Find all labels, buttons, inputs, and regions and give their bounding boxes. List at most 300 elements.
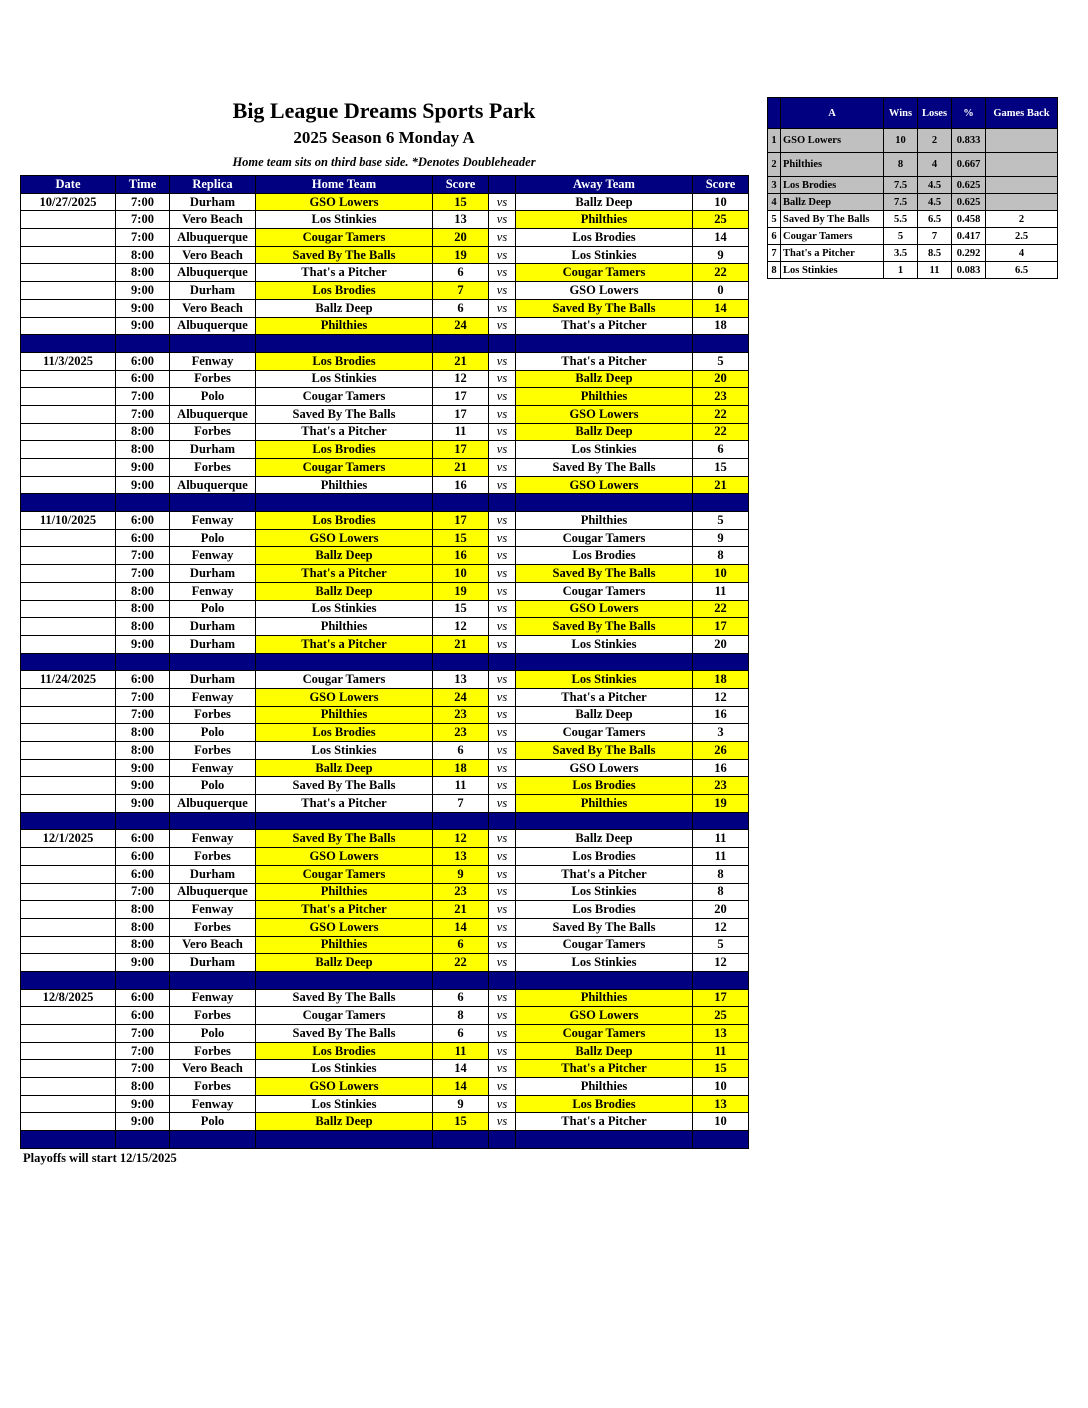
away-team: That's a Pitcher	[516, 1060, 693, 1078]
home-team: Philthies	[256, 706, 433, 724]
home-score: 13	[433, 671, 489, 689]
separator-cell	[21, 494, 116, 512]
away-team: GSO Lowers	[516, 600, 693, 618]
vs-label: vs	[489, 830, 516, 848]
game-time: 6:00	[116, 848, 170, 866]
game-date	[21, 370, 116, 388]
vs-label: vs	[489, 193, 516, 211]
game-date	[21, 795, 116, 813]
home-score: 21	[433, 459, 489, 477]
home-score: 21	[433, 635, 489, 653]
home-team: That's a Pitcher	[256, 795, 433, 813]
away-team: Philthies	[516, 211, 693, 229]
standings-games-back: 6.5	[986, 262, 1058, 279]
standings-wins: 7.5	[884, 194, 918, 211]
vs-label: vs	[489, 1060, 516, 1078]
away-team: Philthies	[516, 388, 693, 406]
away-team: Los Stinkies	[516, 441, 693, 459]
home-team: Ballz Deep	[256, 547, 433, 565]
game-replica: Fenway	[170, 1095, 256, 1113]
schedule-body	[21, 193, 749, 1148]
game-replica: Forbes	[170, 423, 256, 441]
vs-label: vs	[489, 1095, 516, 1113]
game-replica: Polo	[170, 388, 256, 406]
home-score: 7	[433, 282, 489, 300]
home-score: 14	[433, 918, 489, 936]
vs-label: vs	[489, 795, 516, 813]
home-score: 23	[433, 724, 489, 742]
vs-label: vs	[489, 724, 516, 742]
home-score: 11	[433, 1042, 489, 1060]
separator-cell	[170, 812, 256, 830]
home-team: That's a Pitcher	[256, 901, 433, 919]
separator-cell	[693, 494, 749, 512]
game-row	[21, 211, 749, 229]
game-time: 6:00	[116, 989, 170, 1007]
vs-label: vs	[489, 317, 516, 335]
home-team: Los Stinkies	[256, 742, 433, 760]
away-team: Saved By The Balls	[516, 742, 693, 760]
vs-label: vs	[489, 299, 516, 317]
away-score: 8	[693, 883, 749, 901]
game-replica: Vero Beach	[170, 936, 256, 954]
game-date	[21, 1042, 116, 1060]
separator-cell	[693, 971, 749, 989]
home-team: Los Brodies	[256, 282, 433, 300]
game-row	[21, 1095, 749, 1113]
away-score: 20	[693, 370, 749, 388]
home-team: GSO Lowers	[256, 918, 433, 936]
game-time: 9:00	[116, 635, 170, 653]
game-time: 7:00	[116, 1025, 170, 1043]
standings-team: Los Stinkies	[781, 262, 884, 279]
game-date	[21, 565, 116, 583]
vs-label: vs	[489, 547, 516, 565]
vs-label: vs	[489, 476, 516, 494]
standings-rank: 4	[768, 194, 781, 211]
standings-team: GSO Lowers	[781, 129, 884, 153]
game-time: 6:00	[116, 1007, 170, 1025]
vs-label: vs	[489, 918, 516, 936]
game-time: 7:00	[116, 1042, 170, 1060]
vs-label: vs	[489, 264, 516, 282]
away-team: Los Brodies	[516, 777, 693, 795]
home-team: Saved By The Balls	[256, 405, 433, 423]
away-score: 18	[693, 671, 749, 689]
away-team: GSO Lowers	[516, 282, 693, 300]
page-title: Big League Dreams Sports Park	[232, 98, 536, 123]
away-team: Los Stinkies	[516, 883, 693, 901]
game-time: 9:00	[116, 777, 170, 795]
standings-games-back: 2.5	[986, 228, 1058, 245]
game-replica: Fenway	[170, 352, 256, 370]
home-score: 23	[433, 706, 489, 724]
home-score: 9	[433, 865, 489, 883]
separator-cell	[21, 1131, 116, 1149]
home-team: Los Stinkies	[256, 1060, 433, 1078]
standings-loses: 8.5	[918, 245, 952, 262]
game-date	[21, 742, 116, 760]
separator-cell	[516, 1131, 693, 1149]
away-team: Ballz Deep	[516, 1042, 693, 1060]
standings-wins: 7.5	[884, 177, 918, 194]
away-score: 11	[693, 582, 749, 600]
home-score: 6	[433, 989, 489, 1007]
home-score: 12	[433, 618, 489, 636]
away-score: 13	[693, 1095, 749, 1113]
home-team: That's a Pitcher	[256, 423, 433, 441]
game-time: 9:00	[116, 476, 170, 494]
standings-pct: 0.625	[952, 194, 986, 211]
home-score: 8	[433, 1007, 489, 1025]
game-time: 9:00	[116, 1113, 170, 1131]
home-score: 6	[433, 299, 489, 317]
game-replica: Vero Beach	[170, 246, 256, 264]
separator-cell	[433, 812, 489, 830]
game-row	[21, 635, 749, 653]
game-date	[21, 1007, 116, 1025]
game-row	[21, 388, 749, 406]
home-score: 6	[433, 936, 489, 954]
game-replica: Vero Beach	[170, 1060, 256, 1078]
home-team: Los Stinkies	[256, 211, 433, 229]
game-replica: Durham	[170, 193, 256, 211]
game-row	[21, 1025, 749, 1043]
home-score: 6	[433, 1025, 489, 1043]
game-time: 8:00	[116, 1078, 170, 1096]
away-team: Los Stinkies	[516, 246, 693, 264]
away-team: GSO Lowers	[516, 1007, 693, 1025]
game-time: 6:00	[116, 671, 170, 689]
game-time: 6:00	[116, 370, 170, 388]
standings-wins: 8	[884, 153, 918, 177]
home-team-note: Home team sits on third base side. *Denotes Doubleheader	[232, 155, 536, 169]
game-date	[21, 264, 116, 282]
game-time: 9:00	[116, 299, 170, 317]
game-date	[21, 635, 116, 653]
separator-cell	[489, 335, 516, 353]
away-score: 19	[693, 795, 749, 813]
col-time: Time	[116, 176, 170, 194]
away-team: Ballz Deep	[516, 706, 693, 724]
game-time: 8:00	[116, 918, 170, 936]
col-replica: Replica	[170, 176, 256, 194]
vs-label: vs	[489, 618, 516, 636]
away-score: 20	[693, 901, 749, 919]
game-time: 7:00	[116, 565, 170, 583]
away-team: GSO Lowers	[516, 476, 693, 494]
standings-row	[768, 228, 1058, 245]
game-date	[21, 529, 116, 547]
separator-cell	[21, 335, 116, 353]
game-row	[21, 865, 749, 883]
game-row	[21, 229, 749, 247]
separator-cell	[489, 971, 516, 989]
game-date: 10/27/2025	[21, 193, 116, 211]
game-time: 9:00	[116, 954, 170, 972]
game-date	[21, 936, 116, 954]
separator-cell	[516, 971, 693, 989]
separator-cell	[693, 812, 749, 830]
vs-label: vs	[489, 1025, 516, 1043]
game-row	[21, 671, 749, 689]
game-row	[21, 459, 749, 477]
standings-pct: 0.292	[952, 245, 986, 262]
game-date	[21, 777, 116, 795]
game-date	[21, 848, 116, 866]
home-team: Los Brodies	[256, 1042, 433, 1060]
game-date: 11/10/2025	[21, 512, 116, 530]
game-time: 8:00	[116, 724, 170, 742]
home-team: GSO Lowers	[256, 193, 433, 211]
vs-label: vs	[489, 901, 516, 919]
standings-pct-col: %	[952, 98, 986, 129]
away-team: Ballz Deep	[516, 830, 693, 848]
home-team: Cougar Tamers	[256, 459, 433, 477]
away-team: Philthies	[516, 512, 693, 530]
vs-label: vs	[489, 229, 516, 247]
standings-pct: 0.417	[952, 228, 986, 245]
col-date: Date	[21, 176, 116, 194]
standings-loses: 7	[918, 228, 952, 245]
game-replica: Albuquerque	[170, 883, 256, 901]
separator-cell	[693, 1131, 749, 1149]
away-score: 21	[693, 476, 749, 494]
home-score: 7	[433, 795, 489, 813]
game-replica: Fenway	[170, 688, 256, 706]
home-score: 12	[433, 830, 489, 848]
vs-label: vs	[489, 423, 516, 441]
vs-label: vs	[489, 759, 516, 777]
standings-body	[768, 129, 1058, 279]
standings-row	[768, 177, 1058, 194]
game-time: 7:00	[116, 547, 170, 565]
game-replica: Forbes	[170, 706, 256, 724]
game-row	[21, 565, 749, 583]
home-team: Los Stinkies	[256, 1095, 433, 1113]
separator-cell	[170, 653, 256, 671]
standings-division-col: A	[781, 98, 884, 129]
home-team: Cougar Tamers	[256, 671, 433, 689]
standings-wins-col: Wins	[884, 98, 918, 129]
home-score: 24	[433, 688, 489, 706]
standings-wins: 5.5	[884, 211, 918, 228]
away-team: Los Stinkies	[516, 671, 693, 689]
standings-loses: 2	[918, 129, 952, 153]
away-score: 12	[693, 918, 749, 936]
standings-rank: 1	[768, 129, 781, 153]
away-team: Los Stinkies	[516, 954, 693, 972]
vs-label: vs	[489, 1078, 516, 1096]
vs-label: vs	[489, 582, 516, 600]
away-team: That's a Pitcher	[516, 317, 693, 335]
home-team: Saved By The Balls	[256, 989, 433, 1007]
away-score: 5	[693, 512, 749, 530]
vs-label: vs	[489, 405, 516, 423]
game-row	[21, 883, 749, 901]
home-score: 16	[433, 476, 489, 494]
home-score: 9	[433, 1095, 489, 1113]
game-row	[21, 282, 749, 300]
standings-games-back	[986, 177, 1058, 194]
separator-cell	[256, 971, 433, 989]
away-team: Los Brodies	[516, 901, 693, 919]
standings-pct: 0.083	[952, 262, 986, 279]
standings-loses: 6.5	[918, 211, 952, 228]
game-row	[21, 193, 749, 211]
vs-label: vs	[489, 635, 516, 653]
standings-loses: 4.5	[918, 194, 952, 211]
vs-label: vs	[489, 211, 516, 229]
vs-label: vs	[489, 441, 516, 459]
away-score: 18	[693, 317, 749, 335]
away-team: Saved By The Balls	[516, 918, 693, 936]
standings-loses-col: Loses	[918, 98, 952, 129]
game-row	[21, 246, 749, 264]
game-replica: Forbes	[170, 1042, 256, 1060]
home-team: Philthies	[256, 476, 433, 494]
game-time: 6:00	[116, 865, 170, 883]
standings-rank: 8	[768, 262, 781, 279]
standings-wins: 5	[884, 228, 918, 245]
standings-wins: 1	[884, 262, 918, 279]
game-date	[21, 423, 116, 441]
game-time: 8:00	[116, 582, 170, 600]
home-score: 17	[433, 441, 489, 459]
game-row	[21, 777, 749, 795]
away-team: Cougar Tamers	[516, 936, 693, 954]
game-date	[21, 954, 116, 972]
home-team: Saved By The Balls	[256, 246, 433, 264]
game-date	[21, 618, 116, 636]
home-score: 22	[433, 954, 489, 972]
game-row	[21, 918, 749, 936]
game-time: 6:00	[116, 529, 170, 547]
game-row	[21, 1007, 749, 1025]
separator-cell	[116, 812, 170, 830]
standings-rank-col	[768, 98, 781, 129]
away-score: 16	[693, 759, 749, 777]
vs-label: vs	[489, 529, 516, 547]
standings-rank: 2	[768, 153, 781, 177]
away-score: 20	[693, 635, 749, 653]
separator-cell	[433, 971, 489, 989]
game-replica: Durham	[170, 441, 256, 459]
away-score: 23	[693, 777, 749, 795]
playoffs-note: Playoffs will start 12/15/2025	[23, 1151, 177, 1165]
home-team: GSO Lowers	[256, 848, 433, 866]
week-separator	[21, 494, 749, 512]
vs-label: vs	[489, 936, 516, 954]
game-row	[21, 1060, 749, 1078]
game-row	[21, 352, 749, 370]
home-team: GSO Lowers	[256, 688, 433, 706]
game-replica: Durham	[170, 565, 256, 583]
game-date	[21, 317, 116, 335]
home-team: Ballz Deep	[256, 582, 433, 600]
col-vs	[489, 176, 516, 194]
away-team: Philthies	[516, 795, 693, 813]
away-score: 12	[693, 954, 749, 972]
away-score: 23	[693, 388, 749, 406]
week-separator	[21, 335, 749, 353]
game-date	[21, 459, 116, 477]
game-replica: Forbes	[170, 742, 256, 760]
separator-cell	[256, 494, 433, 512]
game-date	[21, 901, 116, 919]
standings-team: Los Brodies	[781, 177, 884, 194]
separator-cell	[433, 653, 489, 671]
game-row	[21, 706, 749, 724]
game-replica: Vero Beach	[170, 211, 256, 229]
game-row	[21, 264, 749, 282]
game-replica: Fenway	[170, 830, 256, 848]
standings-games-back: 2	[986, 211, 1058, 228]
standings-row	[768, 262, 1058, 279]
separator-cell	[433, 494, 489, 512]
separator-cell	[516, 653, 693, 671]
week-separator	[21, 971, 749, 989]
separator-cell	[116, 1131, 170, 1149]
game-date	[21, 1060, 116, 1078]
standings-games-back	[986, 129, 1058, 153]
away-team: Cougar Tamers	[516, 582, 693, 600]
standings-games-back	[986, 153, 1058, 177]
vs-label: vs	[489, 883, 516, 901]
vs-label: vs	[489, 352, 516, 370]
separator-cell	[516, 494, 693, 512]
game-date: 12/1/2025	[21, 830, 116, 848]
game-row	[21, 299, 749, 317]
home-team: Los Stinkies	[256, 370, 433, 388]
game-date	[21, 405, 116, 423]
vs-label: vs	[489, 848, 516, 866]
game-replica: Polo	[170, 1025, 256, 1043]
away-score: 3	[693, 724, 749, 742]
game-date	[21, 883, 116, 901]
game-time: 7:00	[116, 706, 170, 724]
game-row	[21, 317, 749, 335]
away-team: Saved By The Balls	[516, 299, 693, 317]
game-row	[21, 441, 749, 459]
game-replica: Forbes	[170, 1007, 256, 1025]
home-score: 12	[433, 370, 489, 388]
away-team: Los Stinkies	[516, 635, 693, 653]
standings-loses: 11	[918, 262, 952, 279]
away-team: That's a Pitcher	[516, 865, 693, 883]
home-score: 6	[433, 264, 489, 282]
game-date	[21, 759, 116, 777]
home-team: Los Stinkies	[256, 600, 433, 618]
home-team: Saved By The Balls	[256, 830, 433, 848]
home-team: Philthies	[256, 936, 433, 954]
standings-gb-col: Games Back	[986, 98, 1058, 129]
separator-cell	[116, 653, 170, 671]
away-team: Ballz Deep	[516, 370, 693, 388]
game-row	[21, 848, 749, 866]
game-replica: Forbes	[170, 370, 256, 388]
standings-games-back: 4	[986, 245, 1058, 262]
standings-pct: 0.625	[952, 177, 986, 194]
standings-pct: 0.833	[952, 129, 986, 153]
away-score: 12	[693, 688, 749, 706]
home-team: Cougar Tamers	[256, 1007, 433, 1025]
game-row	[21, 795, 749, 813]
away-score: 10	[693, 193, 749, 211]
standings-row	[768, 153, 1058, 177]
vs-label: vs	[489, 865, 516, 883]
separator-cell	[256, 335, 433, 353]
